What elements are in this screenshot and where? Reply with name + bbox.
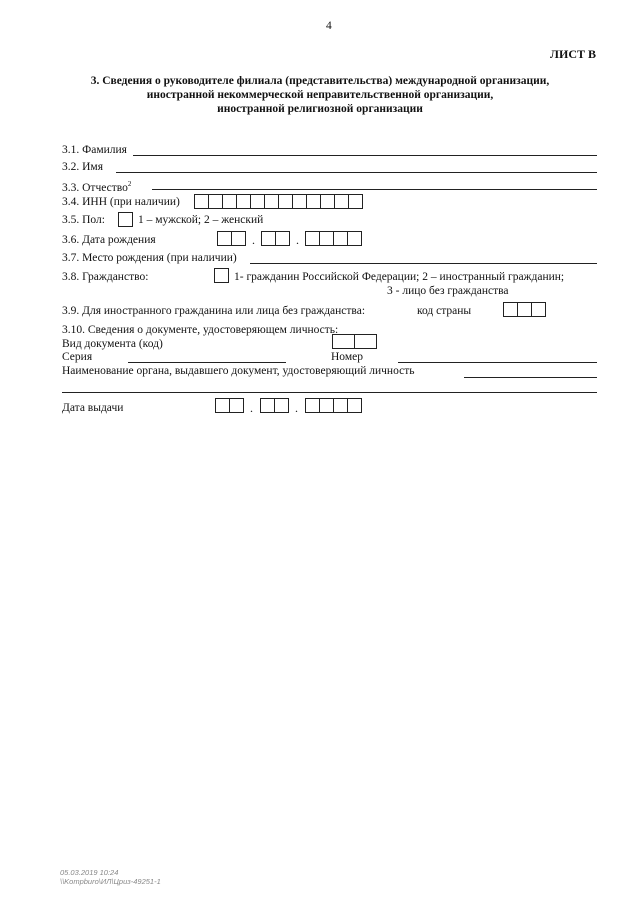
country-code-cell[interactable] <box>531 302 546 317</box>
date-cell[interactable] <box>347 398 362 413</box>
country-code-cell[interactable] <box>517 302 532 317</box>
series-field[interactable] <box>128 362 286 363</box>
surname-field[interactable] <box>133 155 597 156</box>
inn-cell[interactable] <box>320 194 335 209</box>
date-cell[interactable] <box>347 231 362 246</box>
date-cell[interactable] <box>217 231 232 246</box>
surname-label: 3.1. Фамилия <box>62 144 127 156</box>
date-cell[interactable] <box>305 398 320 413</box>
page-number: 4 <box>326 20 332 32</box>
series-label: Серия <box>62 351 93 363</box>
foreigner-label: 3.9. Для иностранного гражданина или лица без гражданства: <box>62 305 366 317</box>
doc-type-cells[interactable] <box>332 334 376 349</box>
date-cell[interactable] <box>215 398 230 413</box>
birth-day-cells[interactable] <box>217 231 245 246</box>
inn-cell[interactable] <box>306 194 321 209</box>
date-separator: . <box>296 233 299 247</box>
citizenship-label: 3.8. Гражданство: <box>62 271 149 283</box>
inn-cell[interactable] <box>222 194 237 209</box>
date-cell[interactable] <box>275 231 290 246</box>
inn-cell[interactable] <box>264 194 279 209</box>
issuer-label: Наименование органа, выдавшего документ, удостоверяющий личность <box>62 365 415 377</box>
doc-type-cell[interactable] <box>354 334 377 349</box>
issuer-field-line-2[interactable] <box>62 392 597 393</box>
citizenship-cell[interactable] <box>214 268 229 283</box>
sex-label: 3.5. Пол: <box>62 214 105 226</box>
footer-timestamp: 05.03.2019 10:24 <box>60 868 119 877</box>
number-label: Номер <box>331 351 363 363</box>
section-title-line-1: 3. Сведения о руководителе филиала (представительства) международной организации, <box>90 75 550 87</box>
issuer-field-line-1[interactable] <box>464 377 597 378</box>
inn-cell[interactable] <box>348 194 363 209</box>
footer-path: \\Kompburo\ИЛ\Цриз-49251-1 <box>60 877 161 886</box>
issue-month-cells[interactable] <box>260 398 288 413</box>
birth-date-label: 3.6. Дата рождения <box>62 234 156 246</box>
birth-place-field[interactable] <box>250 263 597 264</box>
name-field[interactable] <box>116 172 597 173</box>
section-title-line-2: иностранной некоммерческой неправительственной организации, <box>146 89 494 101</box>
country-code-cells[interactable] <box>503 302 545 317</box>
date-cell[interactable] <box>333 231 348 246</box>
country-code-label: код страны <box>417 305 472 317</box>
date-separator: . <box>252 233 255 247</box>
country-code-cell[interactable] <box>503 302 518 317</box>
date-cell[interactable] <box>333 398 348 413</box>
section-title-line-3: иностранной религиозной организации <box>217 103 423 115</box>
number-field[interactable] <box>398 362 597 363</box>
citizenship-options-2: 3 - лицо без гражданства <box>387 285 509 297</box>
citizenship-options-1: 1- гражданин Российской Федерации; 2 – иностранный гражданин; <box>234 271 565 283</box>
sex-cell[interactable] <box>118 212 133 227</box>
issue-day-cells[interactable] <box>215 398 243 413</box>
name-label: 3.2. Имя <box>62 161 103 173</box>
date-cell[interactable] <box>231 231 246 246</box>
id-doc-label: 3.10. Сведения о документе, удостоверяющем личность: <box>62 324 339 336</box>
doc-type-cell[interactable] <box>332 334 355 349</box>
date-cell[interactable] <box>305 231 320 246</box>
inn-cells[interactable] <box>194 194 362 209</box>
date-separator: . <box>250 401 253 415</box>
date-cell[interactable] <box>274 398 289 413</box>
patronymic-field[interactable] <box>152 189 597 190</box>
sheet-label: ЛИСТ В <box>550 47 596 61</box>
footnote-marker: 2 <box>127 180 132 188</box>
date-cell[interactable] <box>319 231 334 246</box>
issue-date-label: Дата выдачи <box>62 402 124 414</box>
birth-place-label: 3.7. Место рождения (при наличии) <box>62 252 237 264</box>
date-cell[interactable] <box>319 398 334 413</box>
patronymic-label: 3.3. Отчество$^2$ <box>62 180 132 194</box>
inn-cell[interactable] <box>194 194 209 209</box>
inn-label: 3.4. ИНН (при наличии) <box>62 196 180 208</box>
inn-cell[interactable] <box>292 194 307 209</box>
date-cell[interactable] <box>260 398 275 413</box>
issue-year-cells[interactable] <box>305 398 361 413</box>
inn-cell[interactable] <box>250 194 265 209</box>
sex-options: 1 – мужской; 2 – женский <box>138 214 264 226</box>
inn-cell[interactable] <box>278 194 293 209</box>
date-separator: . <box>295 401 298 415</box>
birth-month-cells[interactable] <box>261 231 289 246</box>
date-cell[interactable] <box>261 231 276 246</box>
doc-type-label: Вид документа (код) <box>62 338 163 350</box>
inn-cell[interactable] <box>334 194 349 209</box>
inn-cell[interactable] <box>236 194 251 209</box>
date-cell[interactable] <box>229 398 244 413</box>
section-title <box>0 74 640 116</box>
birth-year-cells[interactable] <box>305 231 361 246</box>
inn-cell[interactable] <box>208 194 223 209</box>
